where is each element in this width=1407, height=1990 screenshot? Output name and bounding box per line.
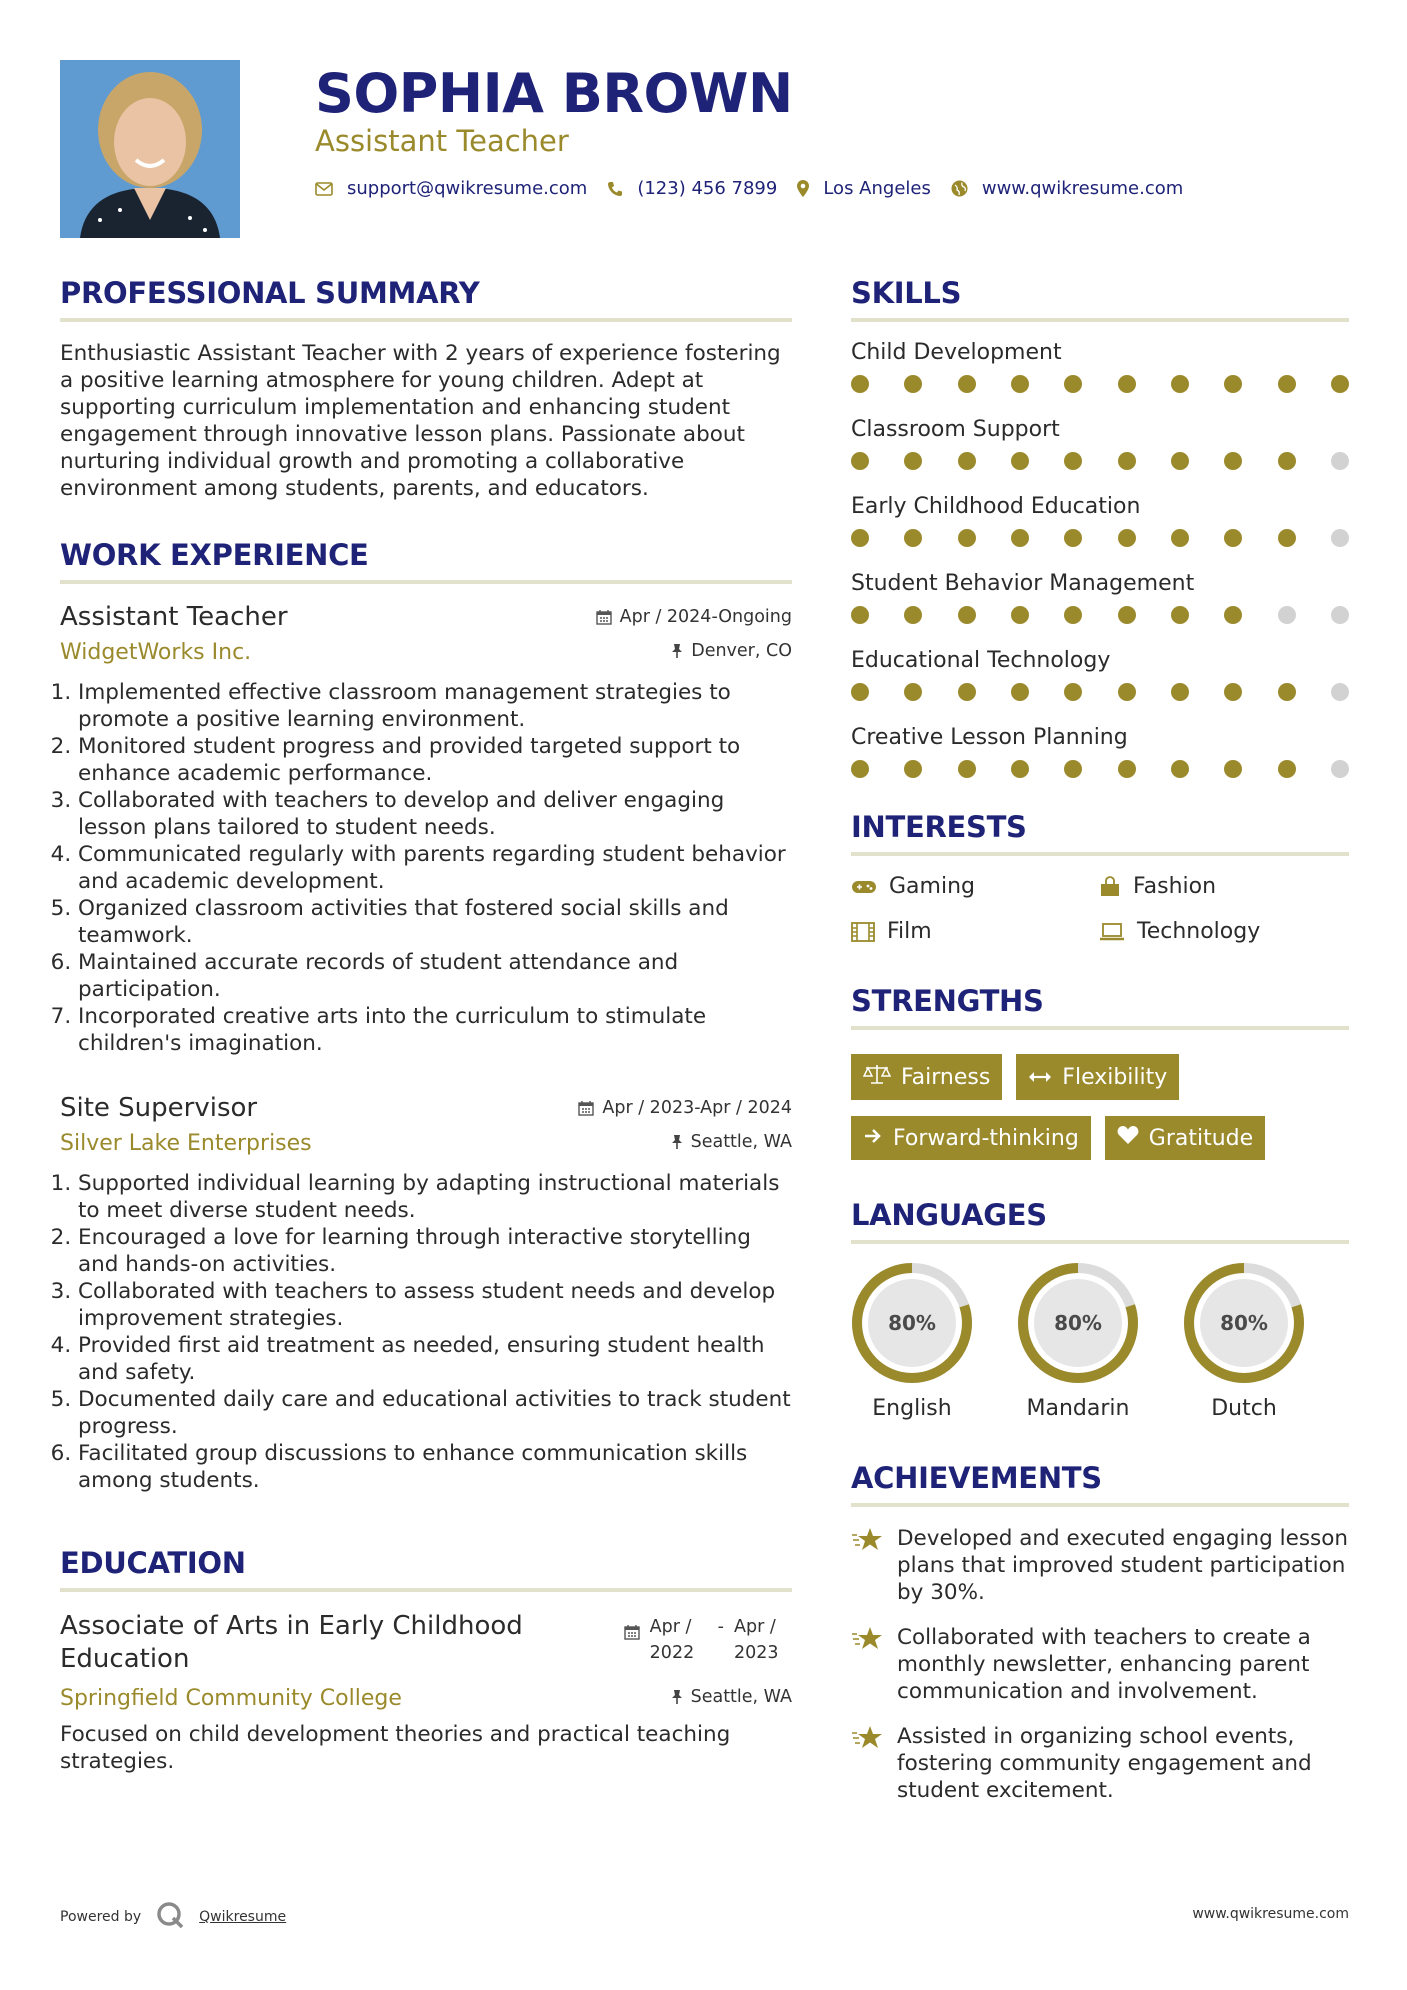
duty-item: 6. Facilitated group discussions to enhance communication skills among students. — [78, 1440, 792, 1494]
achievement-text: Collaborated with teachers to create a monthly newsletter, enhancing parent communication and involvement. — [897, 1625, 1311, 1704]
rating-dot-filled — [1171, 452, 1189, 470]
rating-dot-filled — [1064, 606, 1082, 624]
strength-badge — [851, 1116, 1091, 1160]
achievement-text: Assisted in organizing school events, fostering community engagement and student excitement. — [897, 1724, 1312, 1803]
job-location-text: Seattle, WA — [690, 1132, 792, 1152]
job-location-text: Denver, CO — [691, 641, 792, 661]
achievements-section — [851, 1461, 1349, 1804]
job-company: WidgetWorks Inc. — [60, 640, 252, 665]
experience-section — [60, 538, 792, 1494]
education-heading: EDUCATION — [60, 1546, 792, 1592]
strength-label: Flexibility — [1062, 1064, 1168, 1090]
rating-dot-filled — [1278, 683, 1296, 701]
experience-heading: WORK EXPERIENCE — [60, 538, 792, 584]
contact-bar — [315, 178, 1183, 199]
rating-dot-filled — [1118, 683, 1136, 701]
summary-section — [60, 276, 792, 502]
rating-dot-filled — [1011, 760, 1029, 778]
rating-dot-filled — [851, 683, 869, 701]
rating-dot-filled — [1278, 452, 1296, 470]
calendar-icon — [624, 1624, 640, 1640]
duty-item: 3. Collaborated with teachers to develop and deliver engaging lesson plans tailored to student needs. — [78, 787, 792, 841]
strength-label: Gratitude — [1148, 1125, 1254, 1151]
rating-dot-filled — [1171, 760, 1189, 778]
interest-item — [851, 919, 1099, 944]
education-dates — [624, 1614, 792, 1666]
duty-item: 2. Monitored student progress and provided targeted support to enhance academic performance. — [78, 733, 792, 787]
left-column — [60, 276, 792, 1775]
rating-dot-filled — [958, 606, 976, 624]
language-progress-ring — [1017, 1262, 1139, 1384]
rating-dot-filled — [1171, 375, 1189, 393]
skill-rating — [851, 529, 1349, 547]
map-pin-icon — [797, 180, 809, 197]
skill-name: Classroom Support — [851, 417, 1060, 442]
achievement-item — [851, 1624, 1349, 1705]
interests-heading: INTERESTS — [851, 810, 1349, 856]
strengths-list — [851, 1054, 1349, 1160]
strength-label: Forward-thinking — [893, 1125, 1079, 1151]
achievement-item — [851, 1723, 1349, 1804]
language-item — [1183, 1262, 1305, 1421]
rating-dot-filled — [1278, 529, 1296, 547]
skills-section — [851, 276, 1349, 778]
duty-item: 5. Documented daily care and educational activities to track student progress. — [78, 1386, 792, 1440]
arrows-horizontal-icon — [1028, 1065, 1052, 1090]
strength-badge — [1016, 1054, 1179, 1100]
envelope-icon — [315, 182, 333, 196]
rating-dot-filled — [1171, 606, 1189, 624]
job-location — [671, 1132, 792, 1152]
achievement-text: Developed and executed engaging lesson plans that improved student participation by 30%. — [897, 1526, 1349, 1605]
strength-badge — [1105, 1116, 1265, 1160]
strengths-section — [851, 984, 1349, 1160]
star-icon — [851, 1624, 883, 1705]
skills-list — [851, 340, 1349, 778]
contact-email-text: support@qwikresume.com — [347, 178, 588, 199]
contact-location — [797, 178, 931, 199]
rating-dot-filled — [904, 683, 922, 701]
skill-rating — [851, 606, 1349, 624]
rating-dot-filled — [904, 529, 922, 547]
pushpin-icon — [671, 643, 683, 659]
interest-label: Fashion — [1133, 874, 1217, 899]
skill-item — [851, 648, 1349, 701]
rating-dot-filled — [1278, 375, 1296, 393]
interest-label: Technology — [1137, 919, 1261, 944]
rating-dot-filled — [1224, 683, 1242, 701]
profile-photo — [60, 60, 240, 238]
duty-item: 4. Communicated regularly with parents regarding student behavior and academic development. — [78, 841, 792, 895]
candidate-title: Assistant Teacher — [315, 124, 569, 158]
skill-item — [851, 725, 1349, 778]
footer-powered-by — [60, 1900, 286, 1934]
arrow-right-icon — [863, 1126, 883, 1151]
education-description: Focused on child development theories and practical teaching strategies. — [60, 1722, 731, 1774]
languages-section — [851, 1198, 1349, 1421]
education-end-date: Apr / 2023 — [734, 1617, 779, 1663]
language-item — [851, 1262, 973, 1421]
skill-rating — [851, 452, 1349, 470]
skill-name: Student Behavior Management — [851, 571, 1195, 596]
rating-dot-filled — [1064, 529, 1082, 547]
rating-dot-filled — [1224, 375, 1242, 393]
heart-icon — [1117, 1125, 1139, 1151]
education-date-separator: - — [717, 1617, 724, 1637]
skill-name: Educational Technology — [851, 648, 1111, 673]
rating-dot-filled — [1118, 606, 1136, 624]
contact-phone[interactable] — [607, 178, 777, 199]
rating-dot-filled — [1118, 452, 1136, 470]
job-role: Site Supervisor — [60, 1093, 258, 1123]
duty-item: 2. Encouraged a love for learning through interactive storytelling and hands-on activities. — [78, 1224, 792, 1278]
powered-by-label: Powered by — [60, 1909, 142, 1925]
skill-name: Creative Lesson Planning — [851, 725, 1128, 750]
job-entry — [60, 1093, 792, 1494]
rating-dot-filled — [1224, 760, 1242, 778]
rating-dot-filled — [1171, 683, 1189, 701]
languages-heading: LANGUAGES — [851, 1198, 1349, 1244]
interests-section — [851, 810, 1349, 944]
rating-dot-filled — [851, 375, 869, 393]
job-entry — [60, 602, 792, 1057]
duty-item: 1. Implemented effective classroom management strategies to promote a positive learning environment. — [78, 679, 792, 733]
rating-dot-filled — [904, 606, 922, 624]
rating-dot-filled — [1011, 375, 1029, 393]
strength-badge — [851, 1054, 1002, 1100]
job-dates-text: Apr / 2024-Ongoing — [619, 607, 792, 627]
star-icon — [851, 1723, 883, 1804]
skill-rating — [851, 375, 1349, 393]
duty-item: 7. Incorporated creative arts into the curriculum to stimulate children's imagination. — [78, 1003, 792, 1057]
rating-dot-filled — [851, 760, 869, 778]
rating-dot-empty — [1331, 683, 1349, 701]
summary-text: Enthusiastic Assistant Teacher with 2 years of experience fostering a positive learning atmosphere for young children. Adept at supporting curriculum implementation and enhancing student engagement through innovative lesson plans. Passionate about nurturing individual growth and promoting a collaborative environment among students, parents, and educators. — [60, 341, 781, 501]
job-dates — [578, 1098, 792, 1118]
rating-dot-filled — [904, 375, 922, 393]
interest-label: Film — [887, 919, 932, 944]
contact-email[interactable] — [315, 178, 587, 199]
degree-title: Associate of Arts in Early Childhood Education — [60, 1611, 523, 1674]
rating-dot-empty — [1331, 452, 1349, 470]
job-location — [671, 641, 792, 661]
summary-heading: PROFESSIONAL SUMMARY — [60, 276, 792, 322]
rating-dot-filled — [851, 452, 869, 470]
skill-item — [851, 417, 1349, 470]
footer-url[interactable]: www.qwikresume.com — [1192, 1906, 1349, 1922]
school-name: Springfield Community College — [60, 1686, 402, 1711]
skill-item — [851, 571, 1349, 624]
rating-dot-filled — [1011, 683, 1029, 701]
rating-dot-filled — [1331, 375, 1349, 393]
contact-location-text: Los Angeles — [823, 178, 931, 199]
language-percent: 80% — [1054, 1311, 1102, 1335]
job-dates-text: Apr / 2023-Apr / 2024 — [602, 1098, 792, 1118]
language-progress-ring — [1183, 1262, 1305, 1384]
language-percent: 80% — [1220, 1311, 1268, 1335]
interests-grid — [851, 874, 1349, 944]
rating-dot-filled — [904, 760, 922, 778]
gamepad-icon — [851, 879, 877, 895]
calendar-icon — [596, 609, 612, 625]
contact-website[interactable] — [951, 178, 1183, 199]
strength-label: Fairness — [901, 1064, 991, 1090]
achievement-item — [851, 1525, 1349, 1606]
language-percent: 80% — [888, 1311, 936, 1335]
rating-dot-filled — [1011, 529, 1029, 547]
candidate-name: SOPHIA BROWN — [315, 62, 793, 125]
rating-dot-empty — [1331, 529, 1349, 547]
pushpin-icon — [671, 1689, 683, 1705]
duty-item: 1. Supported individual learning by adapting instructional materials to meet diverse student needs. — [78, 1170, 792, 1224]
rating-dot-filled — [1171, 529, 1189, 547]
language-item — [1017, 1262, 1139, 1421]
job-duties — [60, 679, 792, 1057]
interest-item — [1099, 919, 1349, 944]
rating-dot-filled — [1278, 760, 1296, 778]
job-role: Assistant Teacher — [60, 602, 288, 632]
rating-dot-filled — [958, 452, 976, 470]
duty-item: 4. Provided first aid treatment as needed, ensuring student health and safety. — [78, 1332, 792, 1386]
job-duties — [60, 1170, 792, 1494]
rating-dot-filled — [1224, 606, 1242, 624]
skill-name: Early Childhood Education — [851, 494, 1141, 519]
globe-icon — [951, 180, 968, 197]
calendar-icon — [578, 1100, 594, 1116]
rating-dot-filled — [1064, 760, 1082, 778]
rating-dot-filled — [1118, 760, 1136, 778]
film-icon — [851, 922, 875, 942]
duty-item: 5. Organized classroom activities that fostered social skills and teamwork. — [78, 895, 792, 949]
rating-dot-filled — [958, 375, 976, 393]
laptop-icon — [1099, 923, 1125, 941]
language-name: English — [872, 1396, 952, 1421]
rating-dot-filled — [958, 683, 976, 701]
job-dates — [596, 607, 792, 627]
achievements-heading: ACHIEVEMENTS — [851, 1461, 1349, 1507]
language-name: Mandarin — [1026, 1396, 1130, 1421]
contact-phone-text: (123) 456 7899 — [637, 178, 778, 199]
rating-dot-filled — [1118, 375, 1136, 393]
interest-item — [1099, 874, 1349, 899]
strengths-heading: STRENGTHS — [851, 984, 1349, 1030]
interest-item — [851, 874, 1099, 899]
skill-rating — [851, 760, 1349, 778]
rating-dot-filled — [1011, 606, 1029, 624]
language-name: Dutch — [1211, 1396, 1277, 1421]
phone-icon — [607, 181, 623, 197]
language-progress-ring — [851, 1262, 973, 1384]
rating-dot-filled — [1011, 452, 1029, 470]
education-section — [60, 1546, 792, 1775]
footer-brand-link[interactable]: Qwikresume — [199, 1909, 287, 1925]
education-location — [671, 1687, 792, 1707]
right-column — [851, 276, 1349, 1822]
duty-item: 3. Collaborated with teachers to assess student needs and develop improvement strategies. — [78, 1278, 792, 1332]
rating-dot-filled — [958, 529, 976, 547]
skill-item — [851, 340, 1349, 393]
rating-dot-filled — [1224, 529, 1242, 547]
star-icon — [851, 1525, 883, 1606]
education-start-date: Apr / 2022 — [649, 1617, 695, 1663]
rating-dot-filled — [1064, 452, 1082, 470]
duty-item: 6. Maintained accurate records of student attendance and participation. — [78, 949, 792, 1003]
skills-heading: SKILLS — [851, 276, 1349, 322]
pushpin-icon — [671, 1134, 683, 1150]
balance-scale-icon — [863, 1063, 891, 1091]
rating-dot-filled — [958, 760, 976, 778]
education-location-text: Seattle, WA — [690, 1687, 792, 1707]
skill-rating — [851, 683, 1349, 701]
rating-dot-filled — [1118, 529, 1136, 547]
interest-label: Gaming — [889, 874, 975, 899]
job-company: Silver Lake Enterprises — [60, 1131, 312, 1156]
languages-list — [851, 1262, 1349, 1421]
rating-dot-filled — [1064, 683, 1082, 701]
rating-dot-filled — [1224, 452, 1242, 470]
rating-dot-filled — [1064, 375, 1082, 393]
skill-name: Child Development — [851, 340, 1062, 365]
rating-dot-filled — [851, 606, 869, 624]
shopping-bag-icon — [1099, 876, 1121, 898]
rating-dot-empty — [1278, 606, 1296, 624]
rating-dot-empty — [1331, 760, 1349, 778]
rating-dot-filled — [851, 529, 869, 547]
qwikresume-logo-icon — [155, 1900, 185, 1934]
skill-item — [851, 494, 1349, 547]
rating-dot-empty — [1331, 606, 1349, 624]
rating-dot-filled — [904, 452, 922, 470]
contact-website-text: www.qwikresume.com — [981, 178, 1184, 199]
